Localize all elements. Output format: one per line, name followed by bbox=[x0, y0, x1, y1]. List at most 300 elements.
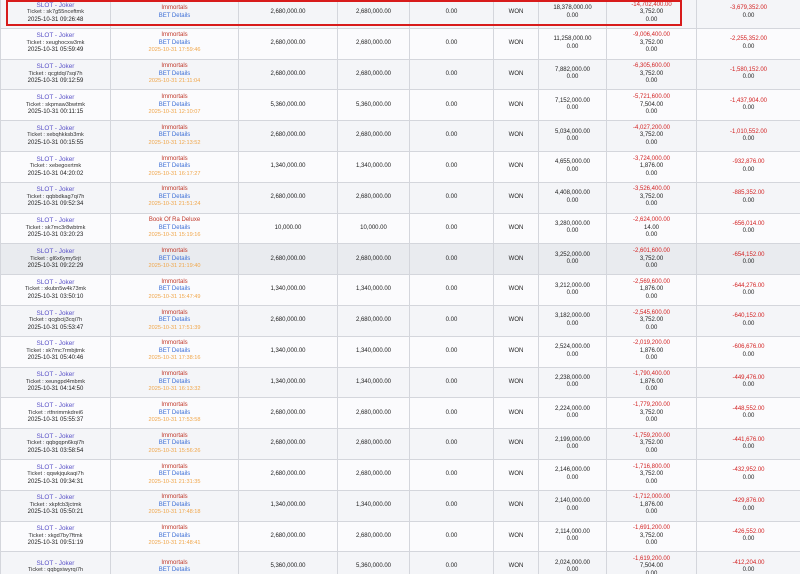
table-row[interactable] bbox=[1, 244, 800, 275]
game-name: Immortals bbox=[161, 186, 188, 193]
winloss-cell bbox=[607, 151, 697, 182]
column-5-value: 0.00 bbox=[410, 28, 494, 59]
win-secondary: 0.00 bbox=[566, 290, 579, 297]
ticket-id: Ticket : sk7g55nceftmk bbox=[27, 9, 84, 16]
status: WON bbox=[494, 459, 539, 490]
win-amount: 3,182,000.00 bbox=[554, 313, 591, 320]
bet-amount: 2,680,000.00 bbox=[239, 398, 338, 429]
game-type: SLOT - Joker bbox=[36, 371, 75, 379]
commission: 3,752.00 bbox=[639, 39, 664, 46]
win-cell bbox=[539, 28, 607, 59]
game-name: Immortals bbox=[161, 32, 188, 39]
win-amount: 4,408,000.00 bbox=[554, 190, 591, 197]
win-secondary: 0.00 bbox=[566, 12, 579, 19]
table-row[interactable] bbox=[1, 429, 800, 460]
total-amount: -656,014.00 bbox=[732, 220, 765, 227]
win-amount: 2,224,000.00 bbox=[554, 405, 591, 412]
bet-details-link[interactable]: BET Details bbox=[158, 101, 191, 108]
total-amount: -1,580,152.00 bbox=[729, 66, 768, 73]
total-cell bbox=[697, 59, 800, 90]
table-row[interactable] bbox=[1, 213, 800, 244]
table-row[interactable] bbox=[1, 151, 800, 182]
game-info-cell bbox=[1, 459, 111, 490]
total-cell bbox=[697, 398, 800, 429]
total-cell bbox=[697, 182, 800, 213]
bet-details-link[interactable]: BET Details bbox=[158, 286, 191, 293]
win-secondary: 0.00 bbox=[566, 351, 579, 358]
valid-bet: 2,680,000.00 bbox=[338, 182, 410, 213]
game-name-cell bbox=[111, 552, 239, 574]
total-cell bbox=[697, 367, 800, 398]
bet-details-link[interactable]: BET Details bbox=[158, 70, 191, 77]
status: WON bbox=[494, 182, 539, 213]
status: WON bbox=[494, 90, 539, 121]
ticket-id: Ticket : qcgbcij3cqi7h bbox=[28, 317, 83, 324]
game-name-cell bbox=[111, 275, 239, 306]
win-cell bbox=[539, 336, 607, 367]
total-cell bbox=[697, 275, 800, 306]
game-info-cell bbox=[1, 336, 111, 367]
game-info-cell bbox=[1, 59, 111, 90]
total-cell bbox=[697, 459, 800, 490]
commission: 7,504.00 bbox=[639, 101, 664, 108]
column-5-value: 0.00 bbox=[410, 459, 494, 490]
total-cell bbox=[697, 305, 800, 336]
game-type: SLOT - Joker bbox=[36, 217, 75, 225]
winloss-cell bbox=[607, 90, 697, 121]
valid-bet: 2,680,000.00 bbox=[338, 59, 410, 90]
winloss-amount: -9,006,400.00 bbox=[632, 32, 671, 39]
ticket-id: Ticket : gl6x6ymy5rjt bbox=[30, 255, 81, 262]
bet-amount: 2,680,000.00 bbox=[239, 459, 338, 490]
game-name-cell bbox=[111, 151, 239, 182]
table-row[interactable] bbox=[1, 28, 800, 59]
game-type: SLOT - Joker bbox=[36, 63, 75, 71]
winloss-amount: -2,624,000.00 bbox=[632, 217, 671, 224]
settle-time: 2025-10-31 17:59:46 bbox=[148, 47, 201, 54]
win-cell bbox=[539, 213, 607, 244]
game-name: Immortals bbox=[161, 309, 188, 316]
commission: 3,752.00 bbox=[639, 409, 664, 416]
bet-amount: 10,000.00 bbox=[239, 213, 338, 244]
game-name: Immortals bbox=[161, 494, 188, 501]
total-secondary: 0.00 bbox=[742, 136, 755, 143]
column-5-value: 0.00 bbox=[410, 59, 494, 90]
column-5-value: 0.00 bbox=[410, 90, 494, 121]
game-info-cell bbox=[1, 398, 111, 429]
table-row[interactable] bbox=[1, 490, 800, 521]
column-5-value: 0.00 bbox=[410, 151, 494, 182]
winloss-tertiary: 0.00 bbox=[645, 570, 658, 574]
bet-details-link[interactable]: BET Details bbox=[158, 317, 191, 324]
total-secondary: 0.00 bbox=[742, 290, 755, 297]
game-name-cell bbox=[111, 0, 239, 28]
ticket-id: Ticket : qqbgqpn6kqi7h bbox=[26, 440, 85, 447]
win-amount: 2,238,000.00 bbox=[554, 374, 591, 381]
total-cell bbox=[697, 336, 800, 367]
game-type: SLOT - Joker bbox=[36, 248, 75, 256]
valid-bet: 2,680,000.00 bbox=[338, 244, 410, 275]
bet-date: 2025-10-31 09:22:29 bbox=[27, 263, 84, 270]
column-5-value: 0.00 bbox=[410, 244, 494, 275]
column-5-value: 0.00 bbox=[410, 121, 494, 152]
bet-details-link[interactable]: BET Details bbox=[158, 132, 191, 139]
game-name: Immortals bbox=[161, 63, 188, 70]
bet-amount: 2,680,000.00 bbox=[239, 59, 338, 90]
game-name-cell bbox=[111, 244, 239, 275]
game-name-cell bbox=[111, 521, 239, 552]
table-row[interactable] bbox=[1, 521, 800, 552]
commission: 3,752.00 bbox=[639, 440, 664, 447]
bet-amount: 5,360,000.00 bbox=[239, 552, 338, 574]
bet-date: 2025-10-31 00:15:55 bbox=[27, 139, 84, 146]
win-cell bbox=[539, 182, 607, 213]
game-name-cell bbox=[111, 490, 239, 521]
winloss-amount: -2,545,600.00 bbox=[632, 309, 671, 316]
total-cell bbox=[697, 244, 800, 275]
bet-amount: 2,680,000.00 bbox=[239, 429, 338, 460]
win-amount: 11,258,000.00 bbox=[553, 36, 592, 43]
settle-time: 2025-10-31 12:10:07 bbox=[148, 109, 201, 116]
total-secondary: 0.00 bbox=[742, 474, 755, 481]
win-cell bbox=[539, 121, 607, 152]
valid-bet: 2,680,000.00 bbox=[338, 121, 410, 152]
win-cell bbox=[539, 0, 607, 28]
win-secondary: 0.00 bbox=[566, 105, 579, 112]
game-type: SLOT - Joker bbox=[36, 186, 75, 194]
bet-amount: 5,360,000.00 bbox=[239, 90, 338, 121]
column-5-value: 0.00 bbox=[410, 429, 494, 460]
total-secondary: 0.00 bbox=[742, 74, 755, 81]
bet-details-link[interactable]: BET Details bbox=[158, 532, 191, 539]
ticket-id: Ticket : xkubn5w4k73mk bbox=[24, 286, 87, 293]
win-secondary: 0.00 bbox=[566, 197, 579, 204]
bet-amount: 2,680,000.00 bbox=[239, 28, 338, 59]
winloss-tertiary: 0.00 bbox=[645, 16, 658, 23]
winloss-cell bbox=[607, 28, 697, 59]
column-5-value: 0.00 bbox=[410, 305, 494, 336]
winloss-amount: -6,305,600.00 bbox=[632, 63, 671, 70]
ticket-id: Ticket : qqbbdkag7qi7h bbox=[26, 193, 85, 200]
commission: 3,752.00 bbox=[639, 70, 664, 77]
total-amount: -644,276.00 bbox=[732, 282, 765, 289]
winloss-tertiary: 0.00 bbox=[645, 232, 658, 239]
total-secondary: 0.00 bbox=[742, 105, 755, 112]
bet-details-link[interactable]: BET Details bbox=[158, 501, 191, 508]
winloss-tertiary: 0.00 bbox=[645, 478, 658, 485]
bet-date: 2025-10-31 00:11:15 bbox=[27, 109, 84, 116]
winloss-amount: -14,702,400.00 bbox=[631, 1, 672, 8]
table-row[interactable] bbox=[1, 90, 800, 121]
winloss-amount: -4,027,200.00 bbox=[632, 124, 671, 131]
commission: 3,752.00 bbox=[639, 193, 664, 200]
commission: 7,504.00 bbox=[639, 563, 664, 570]
bet-amount: 2,680,000.00 bbox=[239, 182, 338, 213]
win-secondary: 0.00 bbox=[566, 74, 579, 81]
total-amount: -654,152.00 bbox=[732, 251, 765, 258]
game-name: Immortals bbox=[161, 371, 188, 378]
winloss-cell bbox=[607, 336, 697, 367]
bet-details-link[interactable]: BET Details bbox=[158, 378, 191, 385]
game-type: SLOT - Joker bbox=[36, 432, 75, 440]
total-amount: -2,255,352.00 bbox=[729, 36, 768, 43]
column-5-value: 0.00 bbox=[410, 213, 494, 244]
commission: 1,876.00 bbox=[639, 286, 664, 293]
total-amount: -429,876.00 bbox=[732, 498, 765, 505]
winloss-tertiary: 0.00 bbox=[645, 355, 658, 362]
bet-date: 2025-10-31 05:55:37 bbox=[27, 417, 84, 423]
column-5-value: 0.00 bbox=[410, 552, 494, 574]
total-secondary: 0.00 bbox=[742, 197, 755, 204]
win-secondary: 0.00 bbox=[566, 259, 579, 266]
settle-time: 2025-10-31 17:53:58 bbox=[148, 417, 201, 423]
status: WON bbox=[494, 244, 539, 275]
status: WON bbox=[494, 275, 539, 306]
settle-time: 2025-10-31 17:48:18 bbox=[148, 509, 201, 516]
winloss-tertiary: 0.00 bbox=[645, 386, 658, 393]
status: WON bbox=[494, 28, 539, 59]
bet-amount: 1,340,000.00 bbox=[239, 367, 338, 398]
winloss-cell bbox=[607, 244, 697, 275]
table-row[interactable] bbox=[1, 0, 800, 28]
status: WON bbox=[494, 0, 539, 28]
total-amount: -1,010,552.00 bbox=[729, 128, 768, 135]
total-secondary: 0.00 bbox=[742, 413, 755, 420]
settle-time: 2025-10-31 15:56:26 bbox=[148, 447, 201, 454]
column-5-value: 0.00 bbox=[410, 0, 494, 28]
win-secondary: 0.00 bbox=[566, 536, 579, 543]
game-name: Immortals bbox=[161, 559, 188, 566]
winloss-tertiary: 0.00 bbox=[645, 324, 658, 331]
game-name: Immortals bbox=[161, 463, 188, 470]
bet-date: 2025-10-31 09:12:59 bbox=[27, 78, 84, 85]
ticket-id: Ticket : xebegoxrtmk bbox=[29, 163, 82, 170]
settle-time: 2025-10-31 12:13:52 bbox=[148, 139, 201, 146]
bet-details-link[interactable]: BET Details bbox=[158, 12, 191, 19]
win-cell bbox=[539, 459, 607, 490]
winloss-tertiary: 0.00 bbox=[645, 47, 658, 54]
win-secondary: 0.00 bbox=[566, 43, 579, 50]
win-cell bbox=[539, 521, 607, 552]
table-row[interactable] bbox=[1, 552, 800, 574]
ticket-id: Ticket : xeungpd4mbmk bbox=[25, 378, 86, 385]
bet-date: 2025-10-31 05:50:21 bbox=[27, 509, 84, 516]
bet-details-link[interactable]: BET Details bbox=[158, 39, 191, 46]
win-secondary: 0.00 bbox=[566, 228, 579, 235]
win-cell bbox=[539, 367, 607, 398]
status: WON bbox=[494, 398, 539, 429]
table-row[interactable] bbox=[1, 182, 800, 213]
bet-details-link[interactable]: BET Details bbox=[158, 567, 191, 574]
commission: 3,752.00 bbox=[639, 317, 664, 324]
game-type: SLOT - Joker bbox=[36, 494, 75, 502]
win-amount: 2,114,000.00 bbox=[555, 528, 590, 535]
game-info-cell bbox=[1, 490, 111, 521]
valid-bet: 1,340,000.00 bbox=[338, 275, 410, 306]
win-amount: 2,024,000.00 bbox=[554, 559, 591, 566]
winloss-cell bbox=[607, 305, 697, 336]
winloss-cell bbox=[607, 0, 697, 28]
game-type: SLOT - Joker bbox=[36, 402, 75, 409]
winloss-amount: -1,759,200.00 bbox=[632, 432, 671, 439]
game-name: Immortals bbox=[161, 155, 188, 162]
valid-bet: 2,680,000.00 bbox=[338, 398, 410, 429]
winloss-tertiary: 0.00 bbox=[645, 417, 658, 423]
status: WON bbox=[494, 213, 539, 244]
table-row[interactable] bbox=[1, 398, 800, 429]
game-type: SLOT - Joker bbox=[36, 559, 75, 567]
valid-bet: 5,360,000.00 bbox=[338, 90, 410, 121]
status: WON bbox=[494, 121, 539, 152]
total-secondary: 0.00 bbox=[742, 567, 755, 574]
valid-bet: 1,340,000.00 bbox=[338, 367, 410, 398]
status: WON bbox=[494, 521, 539, 552]
table-row[interactable] bbox=[1, 59, 800, 90]
win-secondary: 0.00 bbox=[566, 382, 579, 389]
winloss-cell bbox=[607, 552, 697, 574]
commission: 1,876.00 bbox=[639, 501, 664, 508]
ticket-id: Ticket : sk7mc7rmbjtmk bbox=[26, 347, 85, 354]
game-name-cell bbox=[111, 367, 239, 398]
table-row[interactable] bbox=[1, 336, 800, 367]
winloss-cell bbox=[607, 59, 697, 90]
bet-amount: 2,680,000.00 bbox=[239, 121, 338, 152]
ticket-id: Ticket : sk7mc3r8wbtmk bbox=[25, 224, 86, 231]
win-amount: 2,140,000.00 bbox=[554, 498, 591, 505]
bet-details-link[interactable]: BET Details bbox=[158, 163, 191, 170]
valid-bet: 1,340,000.00 bbox=[338, 490, 410, 521]
settle-time: 2025-10-31 21:31:35 bbox=[148, 478, 201, 485]
bet-details-link[interactable]: BET Details bbox=[158, 471, 191, 478]
ticket-id: Ticket : rtfnrimmkdrei6 bbox=[27, 409, 84, 416]
game-name-cell bbox=[111, 182, 239, 213]
total-cell bbox=[697, 521, 800, 552]
table-row[interactable] bbox=[1, 121, 800, 152]
winloss-tertiary: 0.00 bbox=[645, 509, 658, 516]
bet-date: 2025-10-31 04:14:50 bbox=[27, 386, 84, 393]
total-amount: -448,552.00 bbox=[732, 405, 765, 412]
valid-bet: 2,680,000.00 bbox=[338, 429, 410, 460]
win-amount: 7,882,000.00 bbox=[554, 66, 591, 73]
valid-bet: 2,680,000.00 bbox=[338, 28, 410, 59]
total-amount: -606,676.00 bbox=[732, 344, 765, 351]
commission: 3,752.00 bbox=[639, 532, 664, 539]
bet-details-link[interactable]: BET Details bbox=[158, 255, 191, 262]
winloss-amount: -2,601,600.00 bbox=[632, 248, 671, 255]
game-info-cell bbox=[1, 367, 111, 398]
total-secondary: 0.00 bbox=[742, 505, 755, 512]
game-info-cell bbox=[1, 182, 111, 213]
win-secondary: 0.00 bbox=[566, 505, 579, 512]
valid-bet: 1,340,000.00 bbox=[338, 336, 410, 367]
game-name: Book Of Ra Deluxe bbox=[148, 217, 201, 224]
winloss-tertiary: 0.00 bbox=[645, 447, 658, 454]
game-name-cell bbox=[111, 28, 239, 59]
status: WON bbox=[494, 552, 539, 574]
winloss-amount: -1,716,800.00 bbox=[632, 463, 671, 470]
bet-details-link[interactable]: BET Details bbox=[158, 193, 191, 200]
bet-date: 2025-10-31 09:26:48 bbox=[27, 16, 84, 23]
winloss-amount: -1,712,000.00 bbox=[632, 494, 671, 501]
bet-date: 2025-10-31 03:20:23 bbox=[27, 232, 84, 239]
game-name: Immortals bbox=[161, 402, 188, 408]
column-5-value: 0.00 bbox=[410, 275, 494, 306]
game-name: Immortals bbox=[161, 340, 188, 347]
bet-details-link[interactable]: BET Details bbox=[158, 347, 191, 354]
commission: 14.00 bbox=[643, 224, 659, 231]
winloss-amount: -2,019,200.00 bbox=[632, 340, 671, 347]
bet-amount: 1,340,000.00 bbox=[239, 151, 338, 182]
game-info-cell bbox=[1, 121, 111, 152]
game-info-cell bbox=[1, 90, 111, 121]
game-info-cell bbox=[1, 28, 111, 59]
game-info-cell bbox=[1, 429, 111, 460]
winloss-tertiary: 0.00 bbox=[645, 293, 658, 300]
bet-amount: 2,680,000.00 bbox=[239, 305, 338, 336]
total-cell bbox=[697, 90, 800, 121]
bet-date: 2025-10-31 05:53:47 bbox=[27, 324, 84, 331]
winloss-tertiary: 0.00 bbox=[645, 139, 658, 146]
total-secondary: 0.00 bbox=[742, 320, 755, 327]
settle-time: 2025-10-31 21:11:04 bbox=[148, 78, 201, 85]
game-info-cell bbox=[1, 0, 111, 28]
winloss-cell bbox=[607, 429, 697, 460]
game-name-cell bbox=[111, 90, 239, 121]
table-row[interactable] bbox=[1, 367, 800, 398]
commission: 1,876.00 bbox=[639, 347, 664, 354]
game-name-cell bbox=[111, 213, 239, 244]
bet-details-link[interactable]: BET Details bbox=[158, 409, 191, 416]
valid-bet: 1,340,000.00 bbox=[338, 151, 410, 182]
total-amount: -640,152.00 bbox=[732, 313, 765, 320]
column-5-value: 0.00 bbox=[410, 182, 494, 213]
bet-details-link[interactable]: BET Details bbox=[158, 440, 191, 447]
status: WON bbox=[494, 305, 539, 336]
table-row[interactable] bbox=[1, 275, 800, 306]
win-amount: 3,280,000.00 bbox=[554, 220, 591, 227]
winloss-cell bbox=[607, 275, 697, 306]
game-name: Immortals bbox=[161, 5, 188, 12]
game-info-cell bbox=[1, 151, 111, 182]
total-cell bbox=[697, 151, 800, 182]
winloss-amount: -3,526,400.00 bbox=[632, 186, 671, 193]
table-row[interactable] bbox=[1, 459, 800, 490]
bet-details-link[interactable]: BET Details bbox=[158, 224, 191, 231]
game-name-cell bbox=[111, 305, 239, 336]
ticket-id: Ticket : xebqhkksb3mk bbox=[27, 132, 84, 139]
win-amount: 7,152,000.00 bbox=[554, 97, 591, 104]
winloss-cell bbox=[607, 490, 697, 521]
win-cell bbox=[539, 398, 607, 429]
status: WON bbox=[494, 151, 539, 182]
game-type: SLOT - Joker bbox=[36, 32, 75, 40]
column-5-value: 0.00 bbox=[410, 367, 494, 398]
game-name: Immortals bbox=[161, 94, 188, 101]
total-secondary: 0.00 bbox=[742, 166, 755, 173]
winloss-cell bbox=[607, 121, 697, 152]
win-cell bbox=[539, 244, 607, 275]
bet-date: 2025-10-31 04:20:02 bbox=[27, 170, 84, 177]
win-amount: 2,199,000.00 bbox=[554, 436, 591, 443]
game-type: SLOT - Joker bbox=[36, 1, 75, 9]
table-row[interactable] bbox=[1, 305, 800, 336]
commission: 3,752.00 bbox=[639, 9, 664, 16]
winloss-amount: -1,619,200.00 bbox=[632, 555, 671, 562]
win-secondary: 0.00 bbox=[566, 444, 579, 451]
commission: 3,752.00 bbox=[639, 471, 664, 478]
ticket-id: Ticket : xkpfcb3jctmk bbox=[29, 501, 82, 508]
game-name: Immortals bbox=[161, 124, 188, 131]
